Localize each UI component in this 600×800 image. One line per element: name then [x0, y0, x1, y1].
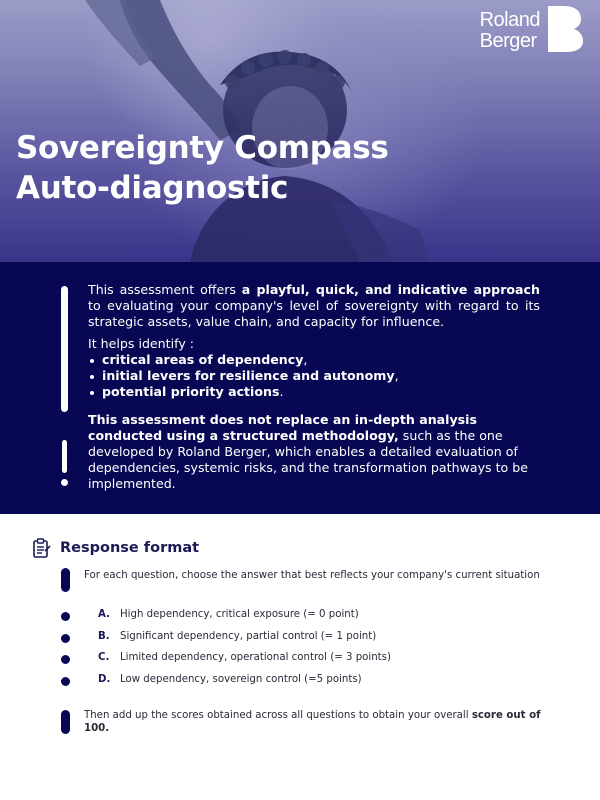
- identify-list: [88, 352, 540, 400]
- helps-identify-label: It helps identify :: [88, 336, 195, 351]
- option-letter: B.: [98, 630, 110, 642]
- response-format-section: [0, 514, 600, 800]
- roland-berger-logo: [480, 6, 584, 54]
- option-letter: D.: [98, 673, 111, 685]
- hero-banner: [0, 0, 600, 262]
- option-letter: A.: [98, 609, 110, 620]
- instruction-text: For each question, choose the answer that best reflects your company's current situation: [84, 570, 540, 581]
- list-item: potential priority actions.: [88, 384, 540, 400]
- bullet-marker: [61, 568, 70, 592]
- option-dot: [61, 677, 70, 686]
- option-a: [0, 607, 600, 629]
- logo-line-2: Berger: [479, 30, 537, 52]
- option-text: Limited dependency, operational control (= 3 points): [120, 652, 391, 663]
- option-d: [0, 672, 600, 694]
- intro-panel: [0, 262, 600, 514]
- option-text: Low dependency, sovereign control (=5 points): [120, 673, 362, 685]
- bullet-marker: [61, 710, 70, 734]
- title-line-1: Sovereignty Compass: [16, 130, 389, 166]
- option-text: High dependency, critical exposure (= 0 point): [120, 609, 359, 620]
- title-line-2: Auto-diagnostic: [16, 170, 289, 206]
- option-c: [0, 650, 600, 672]
- page-title: [16, 128, 389, 208]
- exclamation-icon: [59, 440, 71, 488]
- answer-options: [0, 607, 600, 693]
- logo-b-mark-icon: [546, 6, 584, 52]
- disclaimer-paragraph: This assessment does not replace an in-depth analysis conducted using a structured methodology, such as the one developed by Roland Berger, which enables a detailed evaluation of dependencies, systemic risks, and the transformation pathways to be implemented.: [88, 412, 528, 491]
- logo-line-1: Roland: [479, 9, 540, 31]
- section-title: Response format: [60, 540, 200, 556]
- logo-wordmark: [480, 10, 540, 52]
- option-dot: [61, 612, 70, 621]
- scoring-instruction: Then add up the scores obtained across all questions to obtain your overall score out of 100.: [84, 710, 541, 734]
- accent-bar: [61, 286, 68, 412]
- option-dot: [61, 634, 70, 643]
- list-item: critical areas of dependency,: [88, 352, 540, 368]
- intro-text: [88, 282, 540, 492]
- option-dot: [61, 655, 70, 664]
- intro-paragraph: This assessment offers a playful, quick, and indicative approach to evaluating your company's level of sovereignty with regard to its strategic assets, value chain, and capacity for influence.: [88, 282, 540, 329]
- option-letter: C.: [98, 652, 110, 663]
- list-item: initial levers for resilience and autonomy,: [88, 368, 540, 384]
- option-text: Significant dependency, partial control (= 1 point): [120, 630, 377, 642]
- clipboard-list-icon: [31, 538, 51, 558]
- option-b: [0, 629, 600, 651]
